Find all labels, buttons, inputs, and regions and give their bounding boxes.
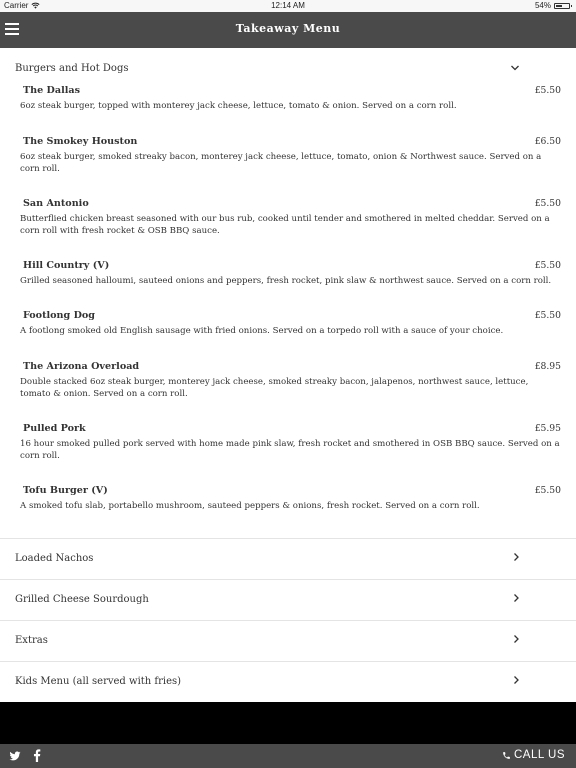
menu-item-description: A smoked tofu slab, portabello mushroom, sauteed peppers & onions, fresh rocket. Served on a corn roll. [20,501,480,511]
menu-item-price: £5.50 [534,485,561,496]
chevron-right-icon [510,551,522,563]
call-us-label: CALL US [513,749,565,761]
twitter-icon[interactable] [9,750,21,762]
menu-content[interactable] [0,48,576,702]
footer-bar [0,744,576,768]
battery-percent: 54% [534,1,551,10]
page-title: Takeaway Menu [235,22,341,35]
menu-item-description: Double stacked 6oz steak burger, monterey jack cheese, smoked streaky bacon, jalapenos, northwest sauce, lettuce, tomato & onion. Served on a corn roll. [20,377,529,399]
status-time: 12:14 AM [271,1,305,10]
battery-icon [554,3,570,9]
section-title: Loaded Nachos [15,553,94,564]
menu-item-price: £5.50 [534,260,561,271]
menu-item-name[interactable]: The Smokey Houston [23,136,138,147]
menu-item-price: £5.50 [534,310,561,321]
carrier-label: Carrier [4,1,29,10]
menu-item-price: £5.50 [534,85,561,96]
menu-item-name[interactable]: The Dallas [23,85,81,96]
nav-bar [0,12,576,48]
section-title: Extras [15,635,48,646]
section-title: Kids Menu (all served with fries) [15,676,182,687]
menu-item-name[interactable]: Tofu Burger (V) [23,485,108,496]
section-header-kids-menu[interactable] [0,661,576,702]
chevron-down-icon [509,62,521,74]
menu-item-description: Butterflied chicken breast seasoned with our bus rub, cooked until tender and smothered in melted cheddar. Served on a corn roll with fresh rocket & OSB BBQ sauce. [20,214,550,236]
section-header-extras[interactable] [0,620,576,661]
call-us-button[interactable] [502,749,565,761]
status-right [535,1,570,10]
chevron-right-icon [510,592,522,604]
ad-banner-area [0,702,576,744]
menu-item-price: £6.50 [534,136,561,147]
facebook-icon[interactable] [33,749,41,762]
section-header-loaded-nachos[interactable] [0,538,576,579]
menu-item-name[interactable]: Footlong Dog [23,310,96,321]
status-bar [0,0,576,12]
menu-item-description: A footlong smoked old English sausage with fried onions. Served on a torpedo roll with a sauce of your choice. [20,326,504,336]
phone-icon [502,751,511,760]
menu-item-description: 6oz steak burger, topped with monterey jack cheese, lettuce, tomato & onion. Served on a corn roll. [20,101,457,111]
chevron-right-icon [510,674,522,686]
section-header-burgers[interactable] [0,48,576,84]
section-title: Grilled Cheese Sourdough [15,594,149,605]
section-title: Burgers and Hot Dogs [15,63,129,74]
menu-item-name[interactable]: San Antonio [23,198,89,209]
menu-item-name[interactable]: Hill Country (V) [23,260,110,271]
menu-item-price: £5.95 [534,423,561,434]
menu-item-price: £8.95 [534,361,561,372]
menu-item-description: Grilled seasoned halloumi, sauteed onions and peppers, fresh rocket, pink slaw & northwest sauce. Served on a corn roll. [20,276,552,286]
chevron-right-icon [510,633,522,645]
section-header-grilled-cheese-sourdough[interactable] [0,579,576,620]
battery-fill [556,5,562,7]
menu-item-name[interactable]: Pulled Pork [23,423,86,434]
menu-item-description: 16 hour smoked pulled pork served with home made pink slaw, fresh rocket and smothered in OSB BBQ sauce. Served on a corn roll. [20,439,560,461]
menu-item-name[interactable]: The Arizona Overload [23,361,140,372]
menu-item-description: 6oz steak burger, smoked streaky bacon, monterey jack cheese, lettuce, tomato, onion & Northwest sauce. Served on a corn roll. [20,152,542,174]
menu-item-price: £5.50 [534,198,561,209]
collapsed-sections [0,538,576,702]
